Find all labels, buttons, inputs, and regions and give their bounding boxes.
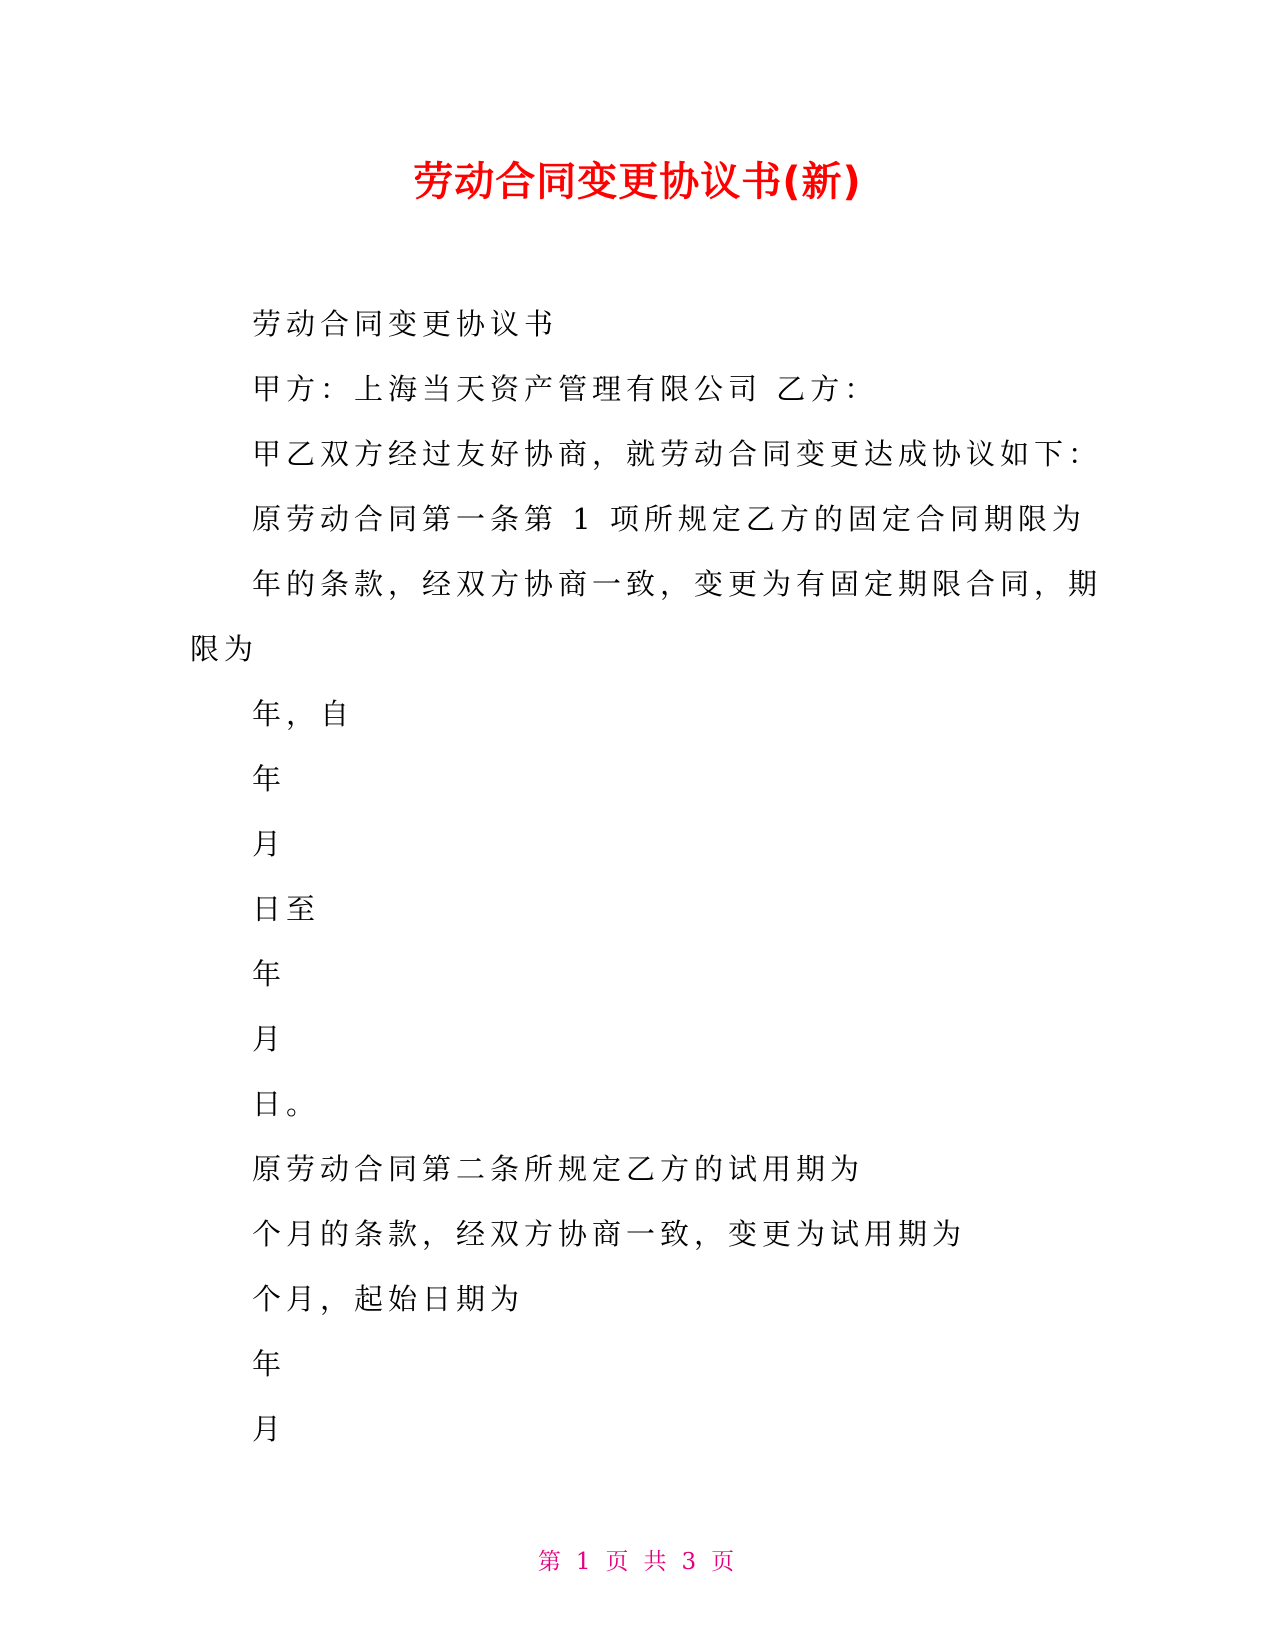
body-line: 甲乙双方经过友好协商，就劳动合同变更达成协议如下： (252, 437, 1103, 471)
body-line: 日。 (252, 1087, 321, 1121)
body-line: 年的条款，经双方协商一致，变更为有固定期限合同，期 (252, 567, 1103, 601)
body-line: 原劳动合同第二条所规定乙方的试用期为 (252, 1152, 865, 1186)
body-line: 原劳动合同第一条第 1 项所规定乙方的固定合同期限为 (252, 502, 1086, 536)
body-line: 月 (252, 1022, 287, 1056)
page-unit: 页 (605, 1549, 632, 1575)
body-line: 甲方：上海当天资产管理有限公司 乙方： (252, 372, 879, 406)
body-line: 月 (252, 827, 287, 861)
total-label: 共 (643, 1549, 670, 1575)
body-line: 个月的条款，经双方协商一致，变更为试用期为 (252, 1217, 967, 1251)
page-footer (0, 1543, 1275, 1576)
page-label: 第 (537, 1549, 564, 1575)
body-line: 年，自 (252, 697, 355, 731)
document-title: 劳动合同变更协议书(新) (413, 159, 862, 205)
page-number: 1 (575, 1549, 594, 1575)
body-line: 月 (252, 1412, 287, 1446)
total-unit: 页 (711, 1549, 738, 1575)
body-line: 年 (252, 957, 287, 991)
body-line: 个月，起始日期为 (252, 1282, 525, 1316)
body-line: 劳动合同变更协议书 (252, 307, 559, 341)
body-line: 日至 (252, 892, 321, 926)
document-body (190, 292, 1103, 1462)
body-line: 年 (252, 762, 287, 796)
body-line: 限为 (190, 632, 259, 666)
total-pages: 3 (681, 1549, 700, 1575)
body-line: 年 (252, 1347, 287, 1381)
